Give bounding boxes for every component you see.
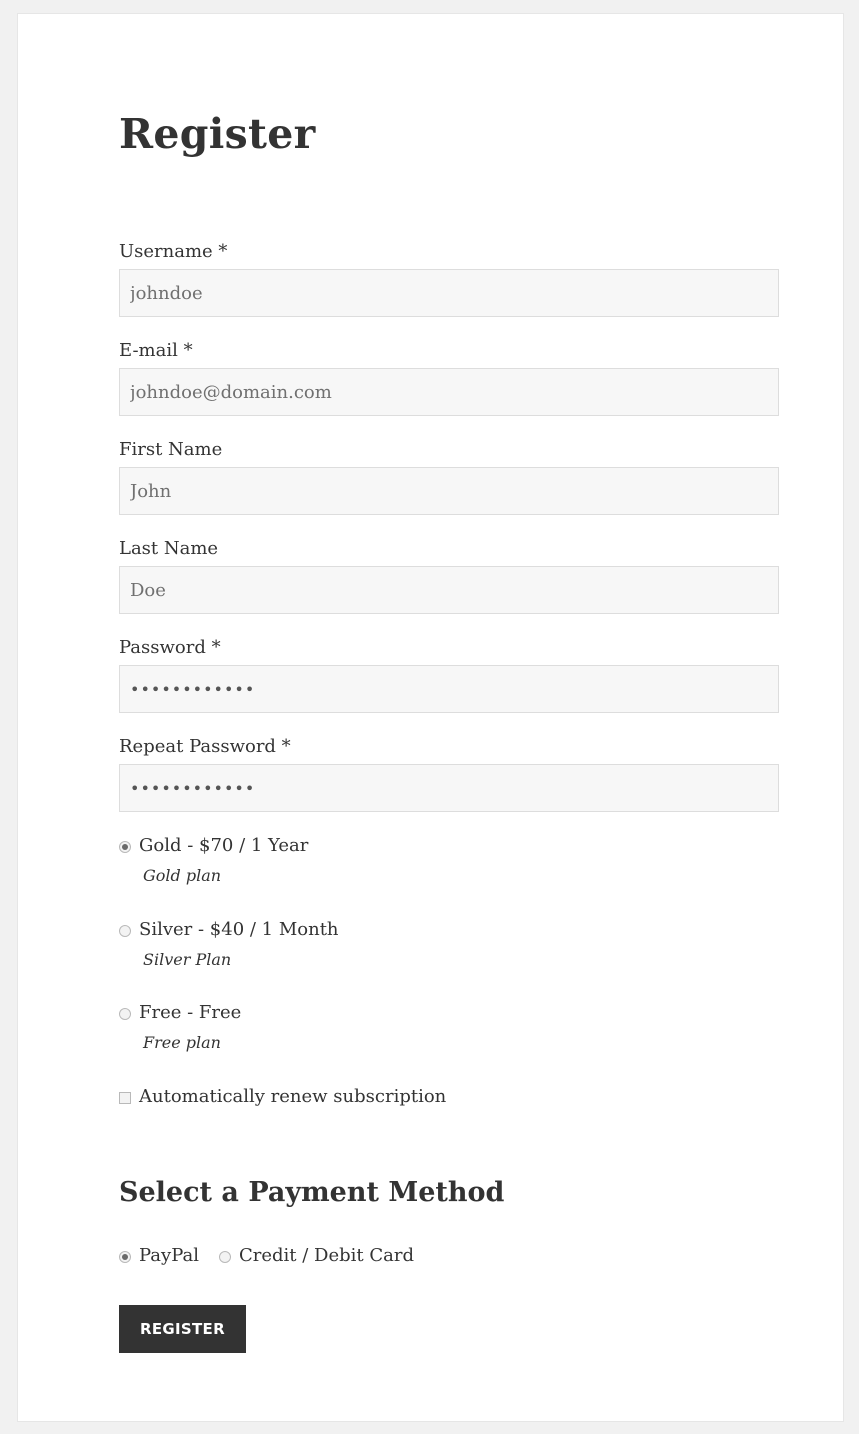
username-input[interactable] [119,269,779,317]
plan-free-label[interactable]: Free - Free [139,1002,242,1023]
payment-method-title: Select a Payment Method [119,1177,505,1208]
register-button[interactable]: REGISTER [119,1305,246,1353]
last-name-label: Last Name [119,538,219,559]
last-name-input[interactable] [119,566,779,614]
auto-renew-checkbox[interactable] [119,1092,131,1104]
first-name-input[interactable] [119,467,779,515]
plan-silver-radio[interactable] [119,925,131,937]
repeat-password-input[interactable] [119,764,779,812]
plan-gold-label[interactable]: Gold - $70 / 1 Year [139,835,309,856]
repeat-password-label: Repeat Password * [119,736,291,757]
payment-card-label[interactable]: Credit / Debit Card [239,1245,414,1266]
plan-silver-description: Silver Plan [143,950,232,969]
password-input[interactable] [119,665,779,713]
email-input[interactable] [119,368,779,416]
email-label: E-mail * [119,340,193,361]
page-title: Register [119,110,316,158]
plan-silver-label[interactable]: Silver - $40 / 1 Month [139,919,339,940]
payment-card-radio[interactable] [219,1251,231,1263]
auto-renew-label[interactable]: Automatically renew subscription [139,1086,447,1107]
payment-paypal-label[interactable]: PayPal [139,1245,199,1266]
plan-free-radio[interactable] [119,1008,131,1020]
password-label: Password * [119,637,221,658]
plan-gold-radio[interactable] [119,841,131,853]
first-name-label: First Name [119,439,223,460]
plan-gold-description: Gold plan [143,866,222,885]
payment-paypal-radio[interactable] [119,1251,131,1263]
plan-free-description: Free plan [143,1033,221,1052]
username-label: Username * [119,241,228,262]
registration-card [17,13,844,1422]
